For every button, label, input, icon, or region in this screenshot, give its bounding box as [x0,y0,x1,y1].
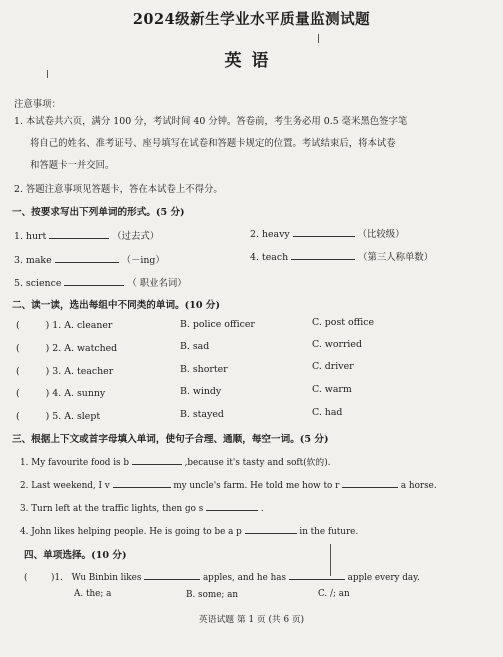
answer-slot[interactable] [23,410,43,419]
answer-slot[interactable] [23,319,43,328]
sentence-text: 1. My favourite food is b [20,458,129,468]
option-b: B. shorter [180,364,228,375]
choice-row [16,410,100,422]
question-text: apples, and he has [202,573,287,583]
notice-item-1-line-2: 将自己的姓名、准考证号、座号填写在试卷和答题卡规定的位置。考试结束后，将本试卷 [30,138,396,149]
answer-paren-open: ( [16,388,20,399]
answer-blank[interactable] [132,455,182,465]
mc-option-b: B. some; an [186,590,239,600]
notice-heading: 注意事项： [14,99,61,110]
question-number: 5. [52,411,62,422]
sentence-text: in the future. [299,527,359,537]
word-hint: （－ing） [121,255,165,266]
word-item [14,275,187,289]
section-1-title: 一、按要求写出下列单词的形式。(5 分) [12,207,185,218]
notice-item-2: 2. 答题注意事项见答题卡，答在本试卷上不得分。 [14,184,223,195]
answer-blank[interactable] [64,276,124,286]
option-a: A. watched [64,343,118,354]
answer-paren-open: ( [16,366,20,377]
answer-slot[interactable] [23,342,43,351]
section-2-title: 二、读一读，选出每组中不同类的单词。(10 分) [12,300,221,311]
option-c: C. driver [312,361,354,372]
answer-blank[interactable] [55,253,119,263]
fill-sentence-3 [20,501,264,514]
answer-blank[interactable] [289,570,345,580]
question-number: 1. [52,320,62,331]
word-item [250,226,405,240]
word-text: 4. teach [250,252,289,263]
section-3-title: 三、根据上下文或首字母填入单词，使句子合理、通顺，每空一词。(5 分) [12,434,329,445]
option-a: A. teacher [64,366,114,377]
option-b: B. windy [180,386,222,397]
answer-paren-close: ) [45,343,50,354]
mc-question-1 [24,570,420,583]
fill-sentence-1 [20,455,330,468]
answer-paren-close: ) [45,388,50,399]
answer-blank[interactable] [342,478,398,488]
subject-title: 英语 [224,51,279,71]
answer-blank[interactable] [293,227,355,237]
answer-paren-open: ( [16,343,20,354]
mc-option-a: A. the; a [74,589,112,599]
option-a: A. cleaner [64,320,113,331]
answer-paren-close: ) [45,411,50,422]
word-hint: （过去式） [112,231,160,242]
option-c: C. post office [312,317,375,328]
word-item [14,252,165,266]
sentence-text: a horse. [400,481,437,491]
page-footer: 英语试题 第 1 页 (共 6 页) [198,615,305,625]
sentence-text: ,because it's tasty and soft(软的). [184,458,331,468]
option-a: A. sunny [64,388,106,399]
scan-mark [47,70,48,78]
question-number: )1. [51,573,63,583]
sentence-text: my uncle's farm. He told me how to r [173,481,340,491]
question-number: 3. [52,366,62,377]
question-text: apple every day. [347,573,420,583]
scan-mark [318,34,319,43]
mc-option-c: C. /; an [318,589,350,599]
answer-slot[interactable] [23,365,43,374]
fill-sentence-4 [20,524,358,537]
word-item [250,249,433,263]
answer-slot[interactable] [30,571,48,580]
question-number: 4. [52,388,62,399]
word-text: 2. heavy [250,229,290,240]
word-text: 3. make [14,255,52,266]
answer-blank[interactable] [49,229,109,239]
option-c: C. warm [312,384,352,395]
sentence-text: . [260,504,264,514]
word-hint: （比较级） [357,229,405,240]
choice-row [16,365,113,377]
answer-blank[interactable] [144,570,200,580]
option-b: B. stayed [180,409,224,420]
option-c: C. worried [312,339,362,350]
sentence-text: 3. Turn left at the traffic lights, then go s [20,504,204,514]
option-b: B. sad [180,341,210,352]
answer-blank[interactable] [206,501,258,511]
option-c: C. had [312,407,343,418]
answer-blank[interactable] [245,524,297,534]
word-text: 1. hurt [14,231,47,242]
exam-title: 2024级新生学业水平质量监测试题 [132,11,371,28]
word-hint: （第三人称单数） [358,252,434,263]
answer-paren-open: ( [16,320,20,331]
word-hint: （ 职业名词） [127,278,187,289]
option-a: A. slept [64,411,101,422]
question-number: 2. [52,343,62,354]
word-item [14,228,159,242]
sentence-text: 4. John likes helping people. He is going to be a p [20,527,242,537]
answer-paren-close: ) [45,320,50,331]
sentence-text: 2. Last weekend, I v [20,481,110,491]
option-b: B. police officer [180,319,255,330]
answer-paren-close: ) [45,366,50,377]
word-text: 5. science [14,278,62,289]
answer-blank[interactable] [113,478,171,488]
notice-item-1-line-3: 和答题卡一并交回。 [30,160,115,171]
fill-sentence-2 [20,478,437,491]
answer-blank[interactable] [291,250,355,260]
choice-row [16,319,112,331]
answer-slot[interactable] [23,387,43,396]
choice-row [16,342,117,354]
answer-paren-open: ( [24,573,28,583]
question-text: Wu Binbin likes [71,573,142,583]
notice-item-1-line-1: 1. 本试卷共六页，满分 100 分，考试时间 40 分钟。答卷前，考生务必用 0.5 毫米黑色签字笔 [14,116,408,127]
section-4-title: 四、单项选择。(10 分) [24,550,127,561]
answer-paren-open: ( [16,411,20,422]
choice-row [16,387,105,399]
